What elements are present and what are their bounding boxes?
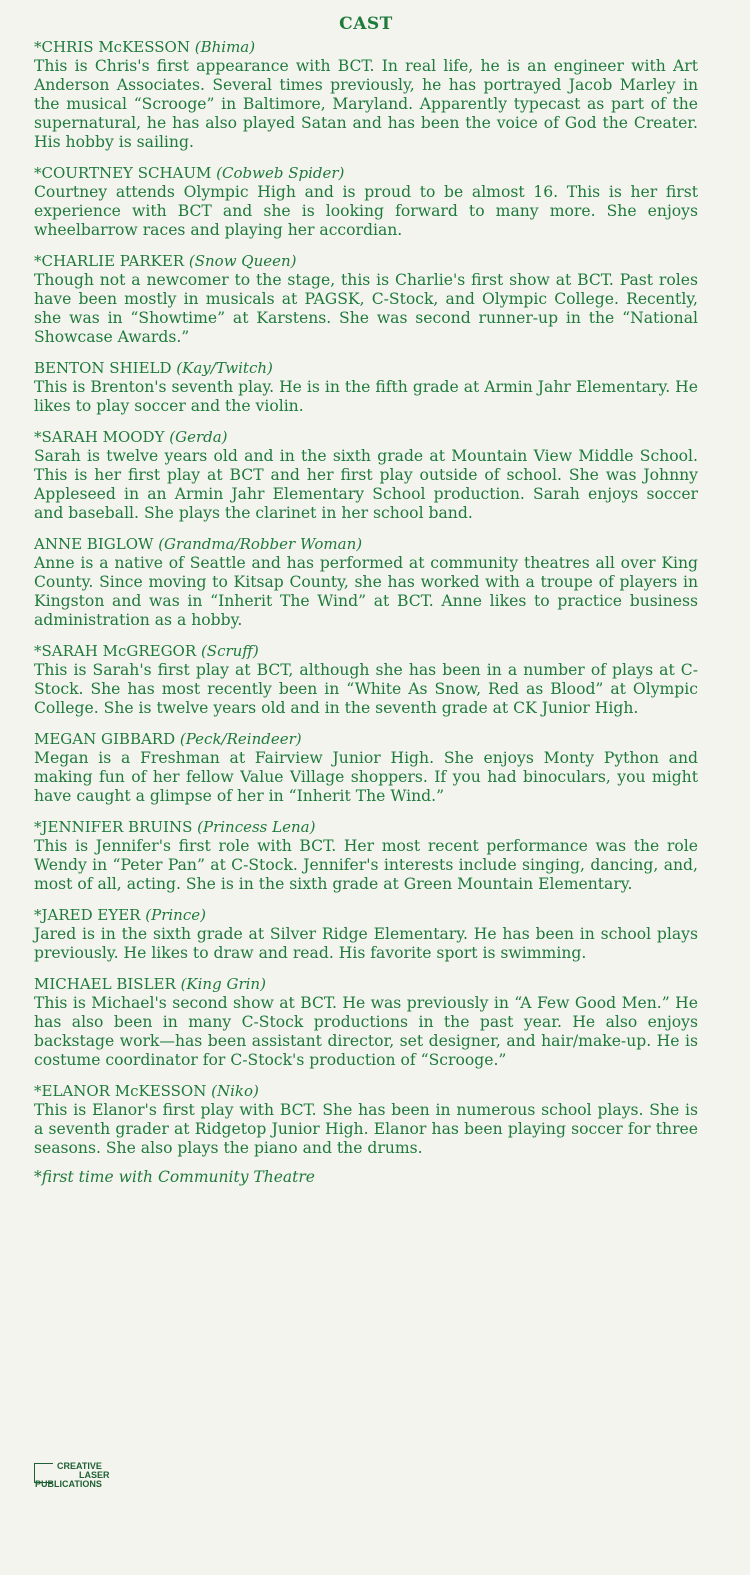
cast-member-bio: This is Jennifer's first role with BCT. Her most recent performance was the role Wendy in “Peter Pan” at C-Stock. Jennifer's interests include singing, dancing, and, most of all, acting. She is in the sixth grade at Green Mountain Elementary. bbox=[34, 837, 698, 893]
actor-name: *COURTNEY SCHAUM bbox=[34, 164, 212, 182]
cast-member bbox=[34, 164, 698, 240]
character-role: (Kay/Twitch) bbox=[176, 359, 273, 377]
cast-member-name bbox=[34, 1082, 698, 1101]
character-role: (Grandma/Robber Woman) bbox=[158, 535, 363, 553]
character-role: (Snow Queen) bbox=[188, 252, 297, 270]
character-role: (Princess Lena) bbox=[197, 818, 316, 836]
cast-member-bio: Megan is a Freshman at Fairview Junior High. She enjoys Monty Python and making fun of her fellow Value Village shoppers. If you had binoculars, you might have caught a glimpse of her in “Inherit The Wind.” bbox=[34, 749, 698, 805]
cast-member-bio: This is Elanor's first play with BCT. She has been in numerous school plays. She is a seventh grader at Ridgetop Junior High. Elanor has been playing soccer for three seasons. She also plays the piano and the drums. bbox=[34, 1101, 698, 1157]
actor-name: *SARAH MOODY bbox=[34, 428, 165, 446]
actor-name: MICHAEL BISLER bbox=[34, 975, 176, 993]
cast-member-name bbox=[34, 818, 698, 837]
character-role: (Cobweb Spider) bbox=[216, 164, 345, 182]
cast-member bbox=[34, 1082, 698, 1158]
cast-member bbox=[34, 642, 698, 718]
cast-member-bio: This is Michael's second show at BCT. He was previously in “A Few Good Men.” He has also been in many C-Stock productions in the past year. He also enjoys backstage work—has been assistant director, set designer, and hair/make-up. He is costume coordinator for C-Stock's production of “Scrooge.” bbox=[34, 994, 698, 1069]
cast-member-bio: Anne is a native of Seattle and has performed at community theatres all over King County. Since moving to Kitsap County, she has worked with a troupe of players in Kingston and was in “Inherit The Wind” at BCT. Anne likes to practice business administration as a hobby. bbox=[34, 554, 698, 629]
cast-member-bio: Jared is in the sixth grade at Silver Ridge Elementary. He has been in school plays previously. He likes to draw and read. His favorite sport is swimming. bbox=[34, 925, 698, 962]
actor-name: *ELANOR McKESSON bbox=[34, 1082, 207, 1100]
character-role: (Peck/Reindeer) bbox=[179, 730, 302, 748]
cast-member bbox=[34, 359, 698, 416]
cast-member bbox=[34, 252, 698, 347]
actor-name: *JENNIFER BRUINS bbox=[34, 818, 193, 836]
cast-member-bio: Sarah is twelve years old and in the sixth grade at Mountain View Middle School. This is her first play at BCT and her first play outside of school. She was Johnny Appleseed in an Armin Jahr Elementary School production. Sarah enjoys soccer and baseball. She plays the clarinet in her school band. bbox=[34, 447, 698, 522]
logo-line-laser: LASER bbox=[79, 1470, 110, 1480]
character-role: (Gerda) bbox=[169, 428, 228, 446]
cast-member-bio: This is Chris's first appearance with BCT. In real life, he is an engineer with Art Anderson Associates. Several times previously, he has portrayed Jacob Marley in the musical “Scrooge” in Baltimore, Maryland. Apparently typecast as part of the supernatural, he has also played Satan and has been the voice of God the Creater. His hobby is sailing. bbox=[34, 57, 698, 151]
cast-heading: CAST bbox=[339, 14, 393, 34]
character-role: (Niko) bbox=[211, 1082, 259, 1100]
actor-name: BENTON SHIELD bbox=[34, 359, 172, 377]
cast-member-name bbox=[34, 730, 698, 749]
cast-member-name bbox=[34, 428, 698, 447]
actor-name: *JARED EYER bbox=[34, 906, 141, 924]
actor-name: *CHARLIE PARKER bbox=[34, 252, 185, 270]
first-time-footnote: *first time with Community Theatre bbox=[34, 1168, 315, 1186]
cast-member-name bbox=[34, 252, 698, 271]
cast-member bbox=[34, 975, 698, 1070]
cast-member-name bbox=[34, 164, 698, 183]
cast-member-bio: This is Sarah's first play at BCT, although she has been in a number of plays at C-Stock. She has most recently been in “White As Snow, Red as Blood” at Olympic College. She is twelve years old and in the seventh grade at CK Junior High. bbox=[34, 661, 698, 717]
cast-member-bio: Courtney attends Olympic High and is proud to be almost 16. This is her first experience with BCT and she is looking forward to many more. She enjoys wheelbarrow races and playing her accordian. bbox=[34, 183, 698, 239]
cast-member-bio: This is Brenton's seventh play. He is in the fifth grade at Armin Jahr Elementary. He likes to play soccer and the violin. bbox=[34, 378, 698, 415]
actor-name: *CHRIS McKESSON bbox=[34, 38, 190, 56]
cast-member bbox=[34, 38, 698, 152]
character-role: (Prince) bbox=[145, 906, 206, 924]
cast-member-name bbox=[34, 359, 698, 378]
cast-member bbox=[34, 428, 698, 523]
cast-member-name bbox=[34, 535, 698, 554]
logo-line-creative: CREATIVE bbox=[57, 1461, 102, 1471]
cast-member bbox=[34, 906, 698, 963]
cast-list bbox=[34, 38, 698, 1158]
cast-member-bio: Though not a newcomer to the stage, this is Charlie's first show at BCT. Past roles have been mostly in musicals at PAGSK, C-Stock, and Olympic College. Recently, she was in “Showtime” at Karstens. She was second runner-up in the “National Showcase Awards.” bbox=[34, 271, 698, 346]
actor-name: MEGAN GIBBARD bbox=[34, 730, 176, 748]
cast-member-name bbox=[34, 642, 698, 661]
cast-member bbox=[34, 818, 698, 894]
cast-member bbox=[34, 730, 698, 806]
character-role: (Bhima) bbox=[194, 38, 256, 56]
cast-member-name bbox=[34, 906, 698, 925]
creative-laser-publications-logo bbox=[34, 1462, 110, 1489]
cast-member-name bbox=[34, 38, 698, 57]
actor-name: *SARAH McGREGOR bbox=[34, 642, 197, 660]
actor-name: ANNE BIGLOW bbox=[34, 535, 154, 553]
cast-member bbox=[34, 535, 698, 630]
logo-line-publications: PUBLICATIONS bbox=[35, 1479, 102, 1489]
character-role: (Scruff) bbox=[200, 642, 259, 660]
character-role: (King Grin) bbox=[180, 975, 266, 993]
logo-text bbox=[35, 1461, 110, 1489]
cast-member-name bbox=[34, 975, 698, 994]
